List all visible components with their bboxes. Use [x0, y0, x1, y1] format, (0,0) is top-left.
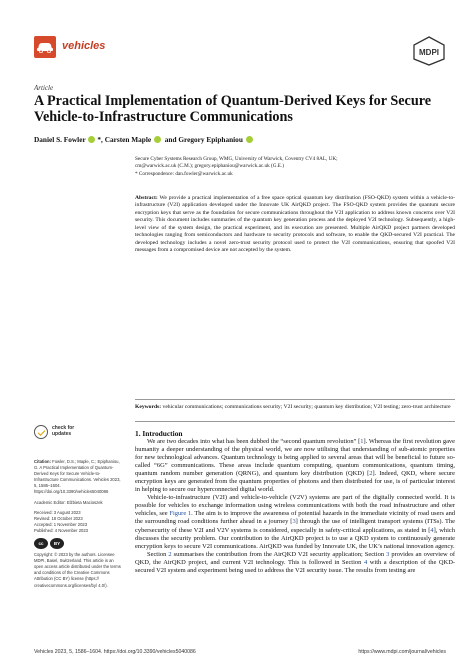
journal-url[interactable]: https://www.mdpi.com/journal/vehicles — [358, 649, 446, 655]
text-run: . The aim is to improve the awareness of potential hazards in the immediate vicinity of road users and the surrounding road conditions further ahead in a journey [ — [135, 510, 456, 526]
citation-link[interactable]: 3 — [292, 518, 296, 526]
figure-link[interactable]: Figure 1 — [169, 510, 192, 518]
abstract-text: We provide a practical implementation of a free space optical quantum key distribution (FSO-QKD) system within a vehicle-to-infrastructure (V2I) application developed under the Innovate UK AirQKD project. The FSO-QKD system provides the quantum secure encryption keys that serve as the foundation for secure communications throughout the V2I application to address known concerns over V2I security. This document includes summaries of the quantum key generation process and the deployed V2I technology. Subsequently, a high-level view of the system design, the practical experiment, and its execution are presented. Multiple AirQKD project partners developed technologies ranging from semiconductors and hardware to security protocols and software, to enable the QKD-secured V2I practical. The developed technology includes a novel zero-trust security protocol used to protect the V2I communications, ensuring that spoofed V2I messages from a compromised device are not accepted by the system. — [135, 195, 455, 254]
journal-header — [34, 36, 446, 74]
keywords-text: vehicular communications; communications security; V2I security; quantum key distribution; V2I testing; zero-trust architecture — [162, 404, 451, 410]
citation-link[interactable]: 4 — [430, 526, 434, 534]
mdpi-logo-icon — [412, 36, 446, 71]
text-run: ] through the use of intelligent transport systems (ITSs). The cybersecurity of these V2I and V2V systems is considered, especially in safety-critical applications, as stated in [ — [135, 518, 455, 534]
check-updates-icon — [34, 425, 48, 439]
text-run: ]. Whereas the first revolution gave humanity a deeper understanding of the physical world, we are now utilising that understanding of sub-atomic properties for new technological advances. Quantum technology is being applied to several areas that will be beneficial to future so-called “6G” communications. These areas include quantum computing, quantum communications, quantum timing, quantum random number generation (QRNG), and quantum key distribution (QKD) [ — [135, 438, 456, 478]
date-received: Received: 3 August 2023 — [34, 509, 81, 515]
author-name: Daniel S. Fowler — [34, 135, 86, 144]
cc-by-license-badge[interactable] — [34, 538, 124, 549]
journal-name: vehicles — [62, 40, 106, 52]
author-name: , Carsten Maple — [101, 135, 152, 144]
text-run: summarises the contribution from the AirQKD V2I security application; Section — [171, 550, 387, 558]
section-link[interactable]: 2 — [168, 550, 172, 558]
date-accepted: Accepted: 1 November 2023 — [34, 521, 88, 527]
orcid-icon[interactable] — [246, 136, 253, 143]
check-updates-line1: check for — [52, 425, 75, 431]
article-sidebar — [34, 425, 124, 589]
text-run: Vehicle-to-infrastructure (V2I) and vehicle-to-vehicle (V2V) systems are part of the digitally connected world. It is possible for vehicles to exchange information using wireless communications with both the road infrastructure and other vehicles, see — [135, 494, 455, 518]
article-title: A Practical Implementation of Quantum-Derived Keys for Secure Vehicle-to-Infrastructure Communications — [34, 93, 432, 125]
divider — [135, 399, 455, 400]
academic-editor: Academic Editor: Elżbieta Macioszek — [34, 499, 103, 505]
check-updates-line2: updates — [52, 430, 72, 437]
paragraph — [135, 494, 455, 550]
car-logo-icon — [34, 36, 56, 58]
keywords-label: Keywords: — [135, 404, 162, 410]
affiliation-emails: cm@warwick.ac.uk (C.M.); gregory.epiphaniou@warwick.ac.uk (G.E.) — [135, 163, 284, 170]
correspondence: * Correspondence: dan.fowler@warwick.ac.uk — [135, 170, 233, 177]
section-heading: 1. Introduction — [135, 429, 183, 438]
section-link[interactable]: 3 — [386, 550, 390, 558]
citation-label: Citation: — [34, 459, 51, 464]
text-run: We are two decades into what has been dubbed the “second quantum revolution” [ — [147, 438, 361, 445]
footer-citation[interactable]: Vehicles 2023, 5, 1586–1604. https://doi.org/10.3390/vehicles5040086 — [34, 649, 196, 655]
correspondence-mark: * — [97, 135, 102, 144]
date-revised: Revised: 18 October 2023 — [34, 515, 83, 521]
divider — [135, 421, 455, 422]
orcid-icon[interactable] — [154, 136, 161, 143]
orcid-icon[interactable] — [88, 136, 95, 143]
text-run: with a description of the QKD-secured V2I system and experiment being used to address the V2I security issue. The results from testing are — [135, 558, 455, 574]
check-for-updates-button[interactable] — [34, 425, 124, 449]
text-run: ]. Indeed, QKD, where secure encryption keys are generated from the quantum properties of photons and then distributed for use, is of particular interest in helping to secure our hyperconnected digital world. — [135, 470, 456, 494]
introduction-body — [135, 438, 455, 575]
paragraph — [135, 438, 455, 494]
citation-link[interactable]: 2 — [369, 470, 373, 478]
section-link[interactable]: 4 — [363, 558, 368, 566]
text-run: ], which discusses the security problem. Our contribution to the AirQKD project is to use a QKD system to continuously generate encryption keys to secure V2I communications. AirQKD was funded by Innovate UK, the UK’s national innovation agency. — [135, 526, 455, 550]
article-type: Article — [34, 84, 54, 92]
keywords — [135, 404, 455, 412]
citation-text[interactable]: Fowler, D.S.; Maple, C.; Epiphaniou, G. A Practical Implementation of Quantum-Derived Keys for Secure Vehicle-to-Infrastructure Communications. Vehicles 2023, 5, 1586–1604. https://doi.org/10.3390/vehicles5040086 — [34, 459, 121, 495]
citation — [34, 459, 124, 496]
citation-link[interactable]: 1 — [360, 438, 364, 445]
mdpi-logo-text: MDPI — [419, 48, 439, 57]
date-published: Published: 4 November 2023 — [34, 527, 89, 533]
text-run: provides an overview of QKD, the AirQKD project, and current V2I technology. This is followed in Section — [135, 550, 455, 566]
by-icon: BY — [50, 538, 64, 549]
author-name: and Gregory Epiphaniou — [164, 135, 243, 144]
abstract-label: Abstract: — [135, 195, 158, 201]
license-text: Copyright: © 2023 by the authors. Licensee MDPI, Basel, Switzerland. This article is an open access article distributed under the terms and conditions of the Creative Commons Attribution (CC BY) license (https:// creativecommons.org/licenses/by/ 4.0/). — [34, 552, 121, 588]
paragraph — [135, 551, 455, 575]
affiliations — [135, 156, 455, 178]
affiliation-line: Secure Cyber Systems Research Group, WMG, University of Warwick, Coventry CV4 8AL, UK; — [135, 156, 338, 162]
text-run: Section — [147, 550, 169, 558]
abstract — [135, 195, 455, 255]
author-list — [34, 135, 255, 144]
cc-icon: cc — [34, 538, 48, 549]
